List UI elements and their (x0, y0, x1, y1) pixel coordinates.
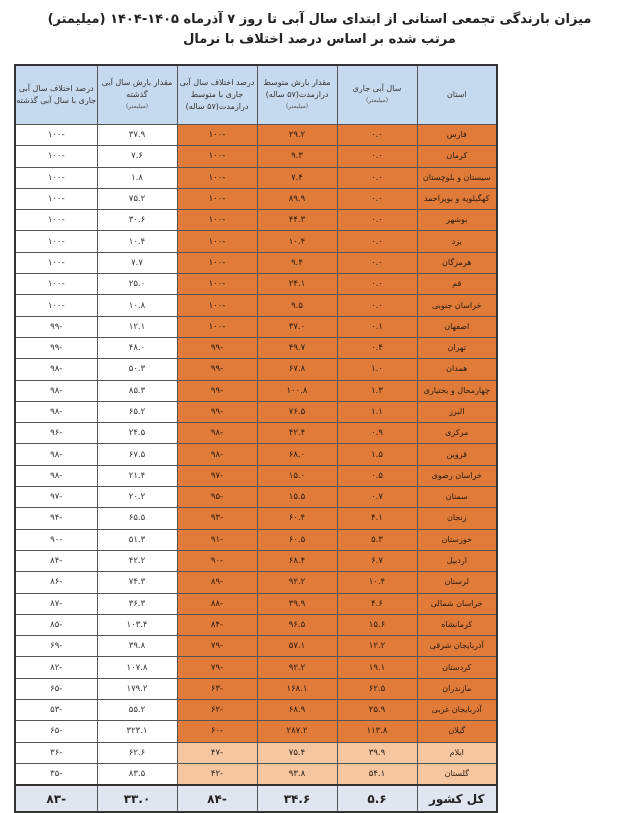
cell-pct-prev: -۱۰۰ (15, 274, 97, 295)
table-row (15, 274, 497, 295)
col-label: درصد اختلاف سال آبی جاری با متوسط درازمدت(۵۷ ساله) (179, 78, 255, 111)
table-header-row (15, 65, 497, 125)
cell-prev: ۶۷.۵ (97, 444, 177, 465)
cell-pct-avg: -۹۷ (177, 465, 257, 486)
cell-pct-avg: -۱۰۰ (177, 295, 257, 316)
cell-pct-avg: -۹۹ (177, 401, 257, 422)
table-row (15, 487, 497, 508)
table-row (15, 550, 497, 571)
cell-avg: ۶۰.۴ (257, 508, 337, 529)
table-row (15, 380, 497, 401)
cell-current: ۰.۹ (337, 423, 417, 444)
cell-province: زنجان (417, 508, 497, 529)
cell-prev: ۱.۸ (97, 167, 177, 188)
cell-avg: ۶۸.۹ (257, 700, 337, 721)
cell-pct-avg: -۱۰۰ (177, 210, 257, 231)
cell-pct-prev: -۱۰۰ (15, 231, 97, 252)
cell-avg: ۹۲.۲ (257, 657, 337, 678)
cell-avg: ۹۳.۸ (257, 763, 337, 785)
cell-current: ۰.۰ (337, 188, 417, 209)
col-label: مقدار بارش متوسط درازمدت(۵۷ ساله) (263, 78, 331, 99)
cell-current: ۴.۱ (337, 508, 417, 529)
cell-pct-prev: -۹۸ (15, 380, 97, 401)
cell-current: ۳۹.۹ (337, 742, 417, 763)
table-row (15, 337, 497, 358)
cell-province: خراسان جنوبی (417, 295, 497, 316)
cell-avg: ۱۵.۰ (257, 465, 337, 486)
cell-current: ۲۵.۹ (337, 700, 417, 721)
cell-pct-prev: -۳۵ (15, 763, 97, 785)
total-prev: ۳۳.۰ (97, 785, 177, 812)
table-row (15, 636, 497, 657)
cell-pct-prev: -۱۰۰ (15, 188, 97, 209)
cell-pct-avg: -۷۹ (177, 636, 257, 657)
cell-pct-avg: -۱۰۰ (177, 167, 257, 188)
table-row (15, 252, 497, 273)
cell-province: سیستان و بلوچستان (417, 167, 497, 188)
cell-province: همدان (417, 359, 497, 380)
cell-pct-prev: -۹۰ (15, 529, 97, 550)
cell-avg: ۶۸.۰ (257, 444, 337, 465)
cell-avg: ۲۹.۲ (257, 125, 337, 146)
cell-pct-avg: -۹۸ (177, 423, 257, 444)
cell-province: هرمزگان (417, 252, 497, 273)
title-block (0, 0, 639, 52)
cell-pct-avg: -۱۰۰ (177, 188, 257, 209)
cell-current: ۱.۱ (337, 401, 417, 422)
cell-pct-prev: -۹۸ (15, 359, 97, 380)
cell-prev: ۷۵.۲ (97, 188, 177, 209)
cell-pct-avg: -۱۰۰ (177, 316, 257, 337)
cell-pct-prev: -۹۸ (15, 465, 97, 486)
cell-prev: ۲۵.۰ (97, 274, 177, 295)
cell-avg: ۱۵.۵ (257, 487, 337, 508)
col-label: سال آبی جاری (352, 84, 402, 93)
cell-current: ۱۵.۶ (337, 614, 417, 635)
cell-prev: ۴۸.۰ (97, 337, 177, 358)
table-row (15, 146, 497, 167)
cell-avg: ۷۵.۴ (257, 742, 337, 763)
table-row (15, 316, 497, 337)
cell-prev: ۸۳.۵ (97, 763, 177, 785)
cell-avg: ۹.۵ (257, 295, 337, 316)
cell-pct-prev: -۹۹ (15, 337, 97, 358)
cell-province: کردستان (417, 657, 497, 678)
cell-prev: ۴۲.۲ (97, 550, 177, 571)
cell-province: ایلام (417, 742, 497, 763)
cell-avg: ۲۴.۱ (257, 274, 337, 295)
cell-province: قم (417, 274, 497, 295)
cell-avg: ۱۶۸.۱ (257, 678, 337, 699)
cell-pct-prev: -۱۰۰ (15, 210, 97, 231)
table-row (15, 188, 497, 209)
cell-pct-avg: -۱۰۰ (177, 125, 257, 146)
cell-pct-prev: -۹۸ (15, 401, 97, 422)
cell-pct-avg: -۴۲ (177, 763, 257, 785)
cell-prev: ۱۰۳.۴ (97, 614, 177, 635)
cell-avg: ۲۸۷.۲ (257, 721, 337, 742)
cell-pct-avg: -۹۹ (177, 380, 257, 401)
cell-pct-avg: -۹۵ (177, 487, 257, 508)
col-header-previous-year (97, 65, 177, 125)
cell-current: ۰.۱ (337, 316, 417, 337)
cell-prev: ۱۰.۸ (97, 295, 177, 316)
cell-current: ۰.۰ (337, 146, 417, 167)
total-pct-prev: -۸۳ (15, 785, 97, 812)
cell-avg: ۹.۴ (257, 252, 337, 273)
col-header-province (417, 65, 497, 125)
cell-province: فارس (417, 125, 497, 146)
cell-province: یزد (417, 231, 497, 252)
page-title: میزان بارندگی تجمعی استانی از ابتدای سال آبی تا روز ۷ آذرماه ۱۴۰۵-۱۴۰۴ (میلیمتر) (47, 12, 592, 27)
cell-pct-prev: -۹۸ (15, 444, 97, 465)
cell-province: کرمان (417, 146, 497, 167)
cell-avg: ۶۷.۸ (257, 359, 337, 380)
table-row (15, 465, 497, 486)
cell-avg: ۶۸.۴ (257, 550, 337, 571)
cell-pct-avg: -۶۳ (177, 678, 257, 699)
table-row (15, 359, 497, 380)
cell-pct-avg: -۸۸ (177, 593, 257, 614)
cell-prev: ۳۲۳.۱ (97, 721, 177, 742)
cell-avg: ۷۶.۵ (257, 401, 337, 422)
cell-province: مازندران (417, 678, 497, 699)
cell-pct-avg: -۶۰ (177, 721, 257, 742)
cell-avg: ۶۰.۵ (257, 529, 337, 550)
cell-pct-avg: -۱۰۰ (177, 146, 257, 167)
cell-province: خراسان شمالی (417, 593, 497, 614)
cell-prev: ۷۴.۳ (97, 572, 177, 593)
col-header-pct-diff-avg (177, 65, 257, 125)
cell-pct-prev: -۸۴ (15, 550, 97, 571)
cell-pct-prev: -۸۷ (15, 593, 97, 614)
cell-avg: ۹.۳ (257, 146, 337, 167)
cell-pct-prev: -۹۴ (15, 508, 97, 529)
cell-pct-prev: -۱۰۰ (15, 295, 97, 316)
table-row (15, 295, 497, 316)
cell-current: ۵.۳ (337, 529, 417, 550)
cell-prev: ۲۴.۵ (97, 423, 177, 444)
cell-province: آذربایجان غربی (417, 700, 497, 721)
cell-province: چهارمحال و بختیاری (417, 380, 497, 401)
cell-pct-prev: -۱۰۰ (15, 146, 97, 167)
cell-prev: ۱۲.۱ (97, 316, 177, 337)
cell-pct-avg: -۹۸ (177, 444, 257, 465)
cell-pct-prev: -۸۵ (15, 614, 97, 635)
cell-pct-avg: -۱۰۰ (177, 252, 257, 273)
cell-current: ۶۲.۵ (337, 678, 417, 699)
cell-prev: ۶۵.۲ (97, 401, 177, 422)
cell-prev: ۳۷.۹ (97, 125, 177, 146)
cell-pct-avg: -۸۹ (177, 572, 257, 593)
cell-current: ۰.۰ (337, 231, 417, 252)
total-pct-avg: -۸۴ (177, 785, 257, 812)
table-row (15, 167, 497, 188)
cell-pct-avg: -۹۱ (177, 529, 257, 550)
cell-avg: ۳۷.۰ (257, 316, 337, 337)
cell-pct-prev: -۶۵ (15, 721, 97, 742)
cell-province: قزوین (417, 444, 497, 465)
cell-province: سمنان (417, 487, 497, 508)
cell-province: آذربایجان شرقی (417, 636, 497, 657)
cell-pct-avg: -۶۲ (177, 700, 257, 721)
table-row (15, 742, 497, 763)
cell-pct-prev: -۱۰۰ (15, 167, 97, 188)
cell-prev: ۶۵.۵ (97, 508, 177, 529)
cell-pct-avg: -۹۹ (177, 337, 257, 358)
table-row (15, 657, 497, 678)
cell-province: بوشهر (417, 210, 497, 231)
cell-prev: ۷.۷ (97, 252, 177, 273)
cell-current: ۱.۳ (337, 380, 417, 401)
rainfall-table (14, 64, 498, 813)
cell-current: ۰.۰ (337, 210, 417, 231)
cell-province: گلستان (417, 763, 497, 785)
cell-pct-avg: -۹۰ (177, 550, 257, 571)
table-row (15, 678, 497, 699)
table-row (15, 231, 497, 252)
cell-avg: ۱۰۰.۸ (257, 380, 337, 401)
cell-current: ۰.۴ (337, 337, 417, 358)
cell-avg: ۵۷.۱ (257, 636, 337, 657)
table-row (15, 508, 497, 529)
cell-pct-avg: -۸۴ (177, 614, 257, 635)
total-current: ۵.۶ (337, 785, 417, 812)
table-row (15, 529, 497, 550)
table-row (15, 721, 497, 742)
cell-prev: ۲۱.۴ (97, 465, 177, 486)
cell-current: ۴.۶ (337, 593, 417, 614)
cell-pct-prev: -۹۶ (15, 423, 97, 444)
cell-avg: ۷.۴ (257, 167, 337, 188)
cell-province: اصفهان (417, 316, 497, 337)
cell-avg: ۳۹.۹ (257, 593, 337, 614)
cell-pct-avg: -۷۹ (177, 657, 257, 678)
col-unit: (میلیمتر) (365, 97, 389, 104)
table-row (15, 593, 497, 614)
cell-avg: ۴۴.۳ (257, 210, 337, 231)
col-header-pct-diff-prev (15, 65, 97, 125)
cell-province: مرکزی (417, 423, 497, 444)
col-header-longterm-avg (257, 65, 337, 125)
table-total-row (15, 785, 497, 812)
table-row (15, 444, 497, 465)
total-avg: ۳۴.۶ (257, 785, 337, 812)
col-unit: (میلیمتر) (285, 103, 309, 110)
cell-pct-prev: -۹۷ (15, 487, 97, 508)
table-row (15, 763, 497, 785)
cell-province: گیلان (417, 721, 497, 742)
cell-avg: ۱۰.۴ (257, 231, 337, 252)
cell-pct-avg: -۱۰۰ (177, 274, 257, 295)
cell-pct-prev: -۱۰۰ (15, 252, 97, 273)
cell-pct-prev: -۶۹ (15, 636, 97, 657)
cell-province: خراسان رضوی (417, 465, 497, 486)
cell-province: کرمانشاه (417, 614, 497, 635)
cell-province: اردبیل (417, 550, 497, 571)
cell-current: ۱۰.۴ (337, 572, 417, 593)
cell-current: ۱.۵ (337, 444, 417, 465)
cell-province: البرز (417, 401, 497, 422)
table-row (15, 401, 497, 422)
cell-pct-avg: -۴۷ (177, 742, 257, 763)
cell-pct-prev: -۶۵ (15, 678, 97, 699)
cell-pct-prev: -۱۰۰ (15, 125, 97, 146)
cell-province: خوزستان (417, 529, 497, 550)
cell-current: ۰.۰ (337, 125, 417, 146)
table-row (15, 210, 497, 231)
table-row (15, 423, 497, 444)
cell-current: ۱۲.۲ (337, 636, 417, 657)
table-row (15, 125, 497, 146)
cell-avg: ۹۲.۲ (257, 572, 337, 593)
cell-current: ۰.۷ (337, 487, 417, 508)
col-label: استان (446, 90, 467, 99)
cell-avg: ۸۹.۹ (257, 188, 337, 209)
cell-pct-prev: -۸۲ (15, 657, 97, 678)
cell-current: ۰.۰ (337, 274, 417, 295)
cell-prev: ۳۹.۸ (97, 636, 177, 657)
table-row (15, 700, 497, 721)
cell-prev: ۷.۶ (97, 146, 177, 167)
cell-prev: ۱۷۹.۲ (97, 678, 177, 699)
cell-avg: ۹۶.۵ (257, 614, 337, 635)
cell-prev: ۲۰.۲ (97, 487, 177, 508)
cell-current: ۰.۵ (337, 465, 417, 486)
cell-prev: ۱۰.۴ (97, 231, 177, 252)
cell-avg: ۴۲.۴ (257, 423, 337, 444)
col-header-current (337, 65, 417, 125)
cell-prev: ۶۲.۶ (97, 742, 177, 763)
cell-prev: ۵۵.۲ (97, 700, 177, 721)
cell-province: کهگیلویه و بویراحمد (417, 188, 497, 209)
col-label: درصد اختلاف سال آبی جاری با سال آبی گذشته (16, 84, 97, 105)
cell-current: ۶.۷ (337, 550, 417, 571)
cell-avg: ۴۹.۷ (257, 337, 337, 358)
page-subtitle: مرتب شده بر اساس درصد اختلاف با نرمال (183, 32, 456, 47)
cell-prev: ۵۱.۳ (97, 529, 177, 550)
cell-prev: ۱۰۷.۸ (97, 657, 177, 678)
cell-current: ۰.۰ (337, 167, 417, 188)
cell-current: ۱.۰ (337, 359, 417, 380)
cell-pct-prev: -۵۳ (15, 700, 97, 721)
cell-current: ۱۹.۱ (337, 657, 417, 678)
cell-province: لرستان (417, 572, 497, 593)
cell-prev: ۳۶.۳ (97, 593, 177, 614)
total-label: کل کشور (417, 785, 497, 812)
table-body (15, 125, 497, 786)
table-row (15, 572, 497, 593)
cell-pct-prev: -۹۹ (15, 316, 97, 337)
col-unit: (میلیمتر) (125, 103, 149, 110)
cell-province: تهران (417, 337, 497, 358)
cell-current: ۰.۰ (337, 295, 417, 316)
table-row (15, 614, 497, 635)
cell-pct-avg: -۹۹ (177, 359, 257, 380)
col-label: مقدار بارش سال آبی گذشته (101, 78, 173, 99)
cell-prev: ۸۵.۳ (97, 380, 177, 401)
cell-pct-avg: -۱۰۰ (177, 231, 257, 252)
cell-current: ۰.۰ (337, 252, 417, 273)
cell-current: ۵۴.۱ (337, 763, 417, 785)
cell-prev: ۵۰.۳ (97, 359, 177, 380)
cell-prev: ۳۰.۶ (97, 210, 177, 231)
cell-pct-avg: -۹۳ (177, 508, 257, 529)
cell-pct-prev: -۳۶ (15, 742, 97, 763)
cell-pct-prev: -۸۶ (15, 572, 97, 593)
cell-current: ۱۱۳.۸ (337, 721, 417, 742)
